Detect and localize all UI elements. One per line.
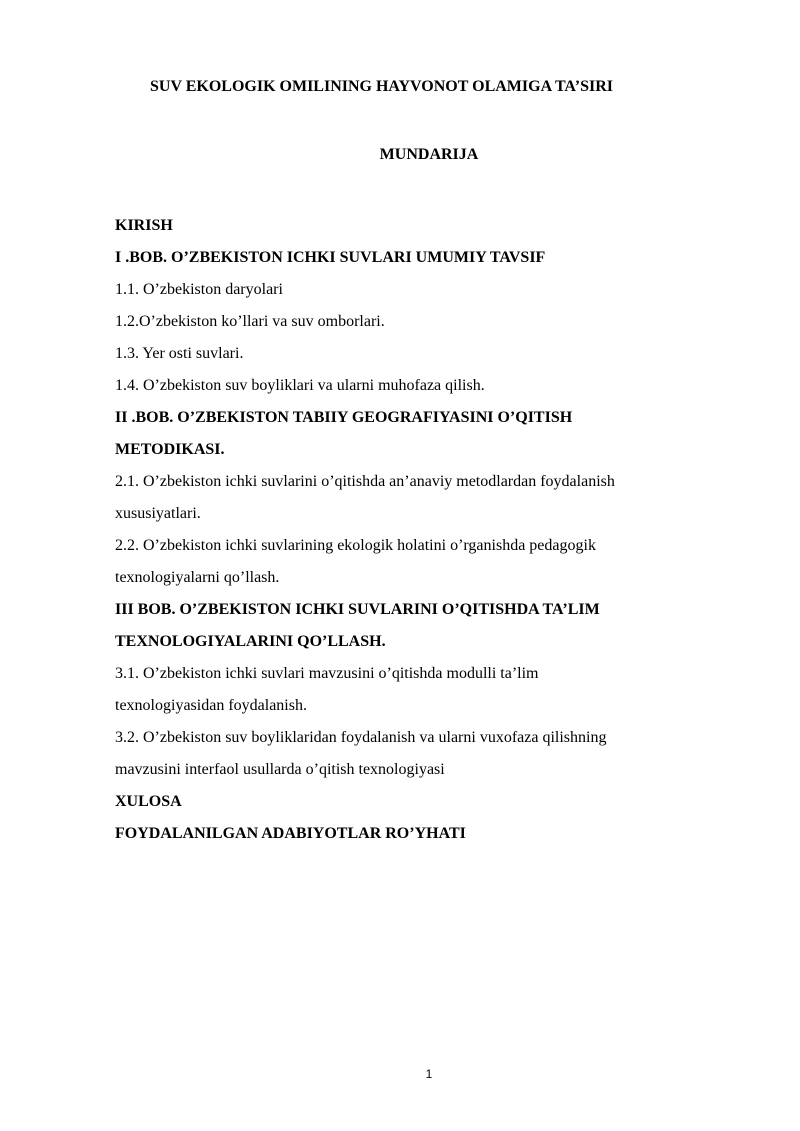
page-number: 1 xyxy=(425,1067,433,1081)
toc-entry-section-3-1-cont: texnologiyasidan foydalanish. xyxy=(115,697,307,714)
toc-entry-section-1-4: 1.4. O’zbekiston suv boyliklari va ularni muhofaza qilish. xyxy=(115,377,485,394)
toc-entry-chapter-3: III BOB. O’ZBEKISTON ICHKI SUVLARINI O’QITISHDA TA’LIM xyxy=(115,601,600,618)
toc-entry-section-1-3: 1.3. Yer osti suvlari. xyxy=(115,345,244,362)
toc-entry-section-1-1: 1.1. O’zbekiston daryolari xyxy=(115,281,283,298)
toc-entry-section-3-2-cont: mavzusini interfaol usullarda o’qitish texnologiyasi xyxy=(115,761,445,778)
toc-entry-chapter-2: II .BOB. O’ZBEKISTON TABIIY GEOGRAFIYASINI O’QITISH xyxy=(115,409,573,426)
toc-entry-section-2-1-cont: xususiyatlari. xyxy=(115,505,201,522)
toc-entry-bibliography: FOYDALANILGAN ADABIYOTLAR RO’YHATI xyxy=(115,825,466,842)
toc-entry-section-2-2: 2.2. O’zbekiston ichki suvlarining ekologik holatini o’rganishda pedagogik xyxy=(115,537,596,554)
toc-entry-chapter-3-cont: TEXNOLOGIYALARINI QO’LLASH. xyxy=(115,633,386,650)
toc-entry-section-2-2-cont: texnologiyalarni qo’llash. xyxy=(115,569,280,586)
toc-entry-section-3-2: 3.2. O’zbekiston suv boyliklaridan foydalanish va ularni vuxofaza qilishning xyxy=(115,729,607,746)
table-of-contents xyxy=(115,210,715,850)
toc-entry-chapter-2-cont: METODIKASI. xyxy=(115,441,225,458)
toc-heading: MUNDARIJA xyxy=(379,146,479,163)
toc-entry-chapter-1: I .BOB. O’ZBEKISTON ICHKI SUVLARI UMUMIY TAVSIF xyxy=(115,249,546,266)
toc-entry-introduction: KIRISH xyxy=(115,217,173,234)
toc-entry-section-3-1: 3.1. O’zbekiston ichki suvlari mavzusini o’qitishda modulli ta’lim xyxy=(115,665,539,682)
document-title: SUV EKOLOGIK OMILINING HAYVONOT OLAMIGA TA’SIRI xyxy=(150,78,614,95)
toc-entry-section-2-1: 2.1. O’zbekiston ichki suvlarini o’qitishda an’anaviy metodlardan foydalanish xyxy=(115,473,615,490)
toc-entry-section-1-2: 1.2.O’zbekiston ko’llari va suv omborlari. xyxy=(115,313,385,330)
toc-entry-conclusion: XULOSA xyxy=(115,793,182,810)
